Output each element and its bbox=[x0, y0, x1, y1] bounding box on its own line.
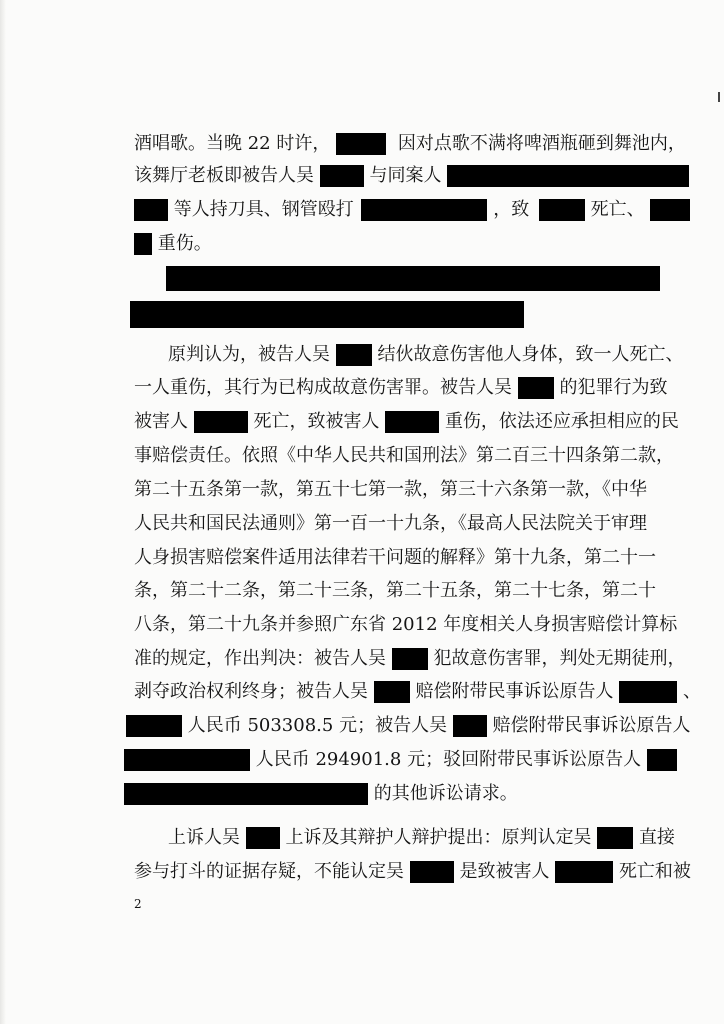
text-segment: 上诉及其辩护人辩护提出：原判认定吴 bbox=[285, 827, 592, 848]
text-segment: 人民币 503308.5 元；被告人吴 bbox=[187, 715, 448, 736]
text-line: 人民共和国民法通则》第一百一十九条，《最高人民法院关于审理 bbox=[134, 513, 647, 534]
text-segment: 结伙故意伤害他人身体，致一人死亡、 bbox=[377, 344, 684, 365]
text-segment: 准的规定，作出判决：被告人吴 bbox=[134, 648, 386, 669]
text-segment: 重伤。 bbox=[157, 233, 212, 254]
text-line bbox=[124, 782, 518, 806]
text-segment: 赔偿附带民事诉讼原告人 bbox=[415, 681, 614, 702]
redaction-bar bbox=[124, 783, 368, 805]
text-line bbox=[134, 376, 667, 400]
redaction-bar bbox=[647, 749, 677, 771]
redaction-bar bbox=[392, 648, 428, 670]
redaction-bar bbox=[126, 715, 182, 737]
redaction-bar bbox=[374, 681, 410, 703]
text-segment: 上诉人吴 bbox=[168, 827, 240, 848]
text-line bbox=[168, 343, 683, 367]
scan-mark bbox=[718, 92, 720, 102]
text-line bbox=[134, 680, 701, 704]
text-line bbox=[134, 232, 212, 256]
text-segment: ，致 bbox=[493, 199, 530, 220]
text-segment: 直接 bbox=[638, 827, 675, 848]
redaction-bar bbox=[453, 715, 487, 737]
text-line: 第二十五条第一款，第五十七第一款，第三十六条第一款，《中华 bbox=[134, 479, 647, 500]
text-line bbox=[168, 826, 675, 850]
page-number: 2 bbox=[134, 897, 142, 911]
redaction-bar bbox=[134, 199, 168, 221]
text-line bbox=[134, 164, 689, 188]
text-segment: 酒唱歌。当晚 22 时许， bbox=[134, 133, 331, 154]
text-line: 事赔偿责任。依照《中华人民共和国刑法》第二百三十四条第二款， bbox=[134, 445, 674, 466]
text-line bbox=[134, 198, 690, 222]
redaction-bar bbox=[194, 411, 248, 433]
redaction-bar bbox=[166, 266, 660, 291]
text-segment: 的其他诉讼请求。 bbox=[373, 783, 518, 804]
text-segment: 、 bbox=[682, 681, 701, 702]
text-line bbox=[134, 132, 686, 156]
text-segment: 原判认为，被告人吴 bbox=[168, 344, 330, 365]
redaction-bar bbox=[447, 165, 689, 187]
redaction-bar bbox=[336, 344, 372, 366]
text-segment: 死亡和被 bbox=[618, 861, 691, 882]
redaction-bar bbox=[597, 827, 633, 849]
text-segment: 等人持刀具、钢管殴打 bbox=[173, 199, 354, 220]
text-segment: 犯故意伤害罪，判处无期徒刑， bbox=[433, 648, 686, 669]
text-segment: 死亡、 bbox=[590, 199, 645, 220]
redaction-bar bbox=[650, 199, 690, 221]
redaction-bar bbox=[336, 133, 386, 155]
text-segment: 的犯罪行为致 bbox=[559, 377, 668, 398]
redaction-bar bbox=[134, 233, 152, 255]
text-line bbox=[134, 410, 679, 434]
text-line bbox=[134, 860, 691, 884]
redaction-bar bbox=[246, 827, 280, 849]
text-segment: 该舞厅老板即被告人吴 bbox=[134, 165, 314, 186]
redaction-bar bbox=[385, 411, 439, 433]
scan-edge bbox=[0, 0, 6, 1024]
text-line: 人身损害赔偿案件适用法律若干问题的解释》第十九条，第二十一 bbox=[134, 547, 656, 568]
text-line bbox=[134, 647, 685, 671]
redaction-bar bbox=[410, 861, 454, 883]
text-segment: 被害人 bbox=[134, 411, 188, 432]
redaction-bar bbox=[619, 681, 677, 703]
text-segment: 是致被害人 bbox=[459, 861, 550, 882]
redaction-bar bbox=[555, 861, 613, 883]
text-line: 条，第二十二条，第二十三条，第二十五条，第二十七条，第二十 bbox=[134, 580, 656, 601]
text-segment: 人民币 294901.8 元；驳回附带民事诉讼原告人 bbox=[255, 749, 642, 770]
text-segment: 剥夺政治权利终身；被告人吴 bbox=[134, 681, 368, 702]
text-segment: 因对点歌不满将啤酒瓶砸到舞池内， bbox=[397, 133, 686, 154]
redaction-bar bbox=[130, 301, 524, 328]
text-segment: 死亡，致被害人 bbox=[253, 411, 380, 432]
redaction-bar bbox=[518, 377, 554, 399]
text-line bbox=[126, 714, 691, 738]
text-segment: 与同案人 bbox=[369, 165, 442, 186]
redaction-bar bbox=[124, 749, 250, 771]
text-segment: 参与打斗的证据存疑，不能认定吴 bbox=[134, 861, 404, 882]
text-segment: 赔偿附带民事诉讼原告人 bbox=[492, 715, 691, 736]
redaction-bar bbox=[539, 199, 585, 221]
redaction-bar bbox=[320, 165, 364, 187]
text-line: 八条，第二十九条并参照广东省 2012 年度相关人身损害赔偿计算标 bbox=[134, 614, 678, 635]
redaction-bar bbox=[361, 199, 487, 221]
text-segment: 一人重伤，其行为已构成故意伤害罪。被告人吴 bbox=[134, 377, 512, 398]
text-segment: 重伤，依法还应承担相应的民 bbox=[444, 411, 679, 432]
text-line bbox=[124, 748, 677, 772]
